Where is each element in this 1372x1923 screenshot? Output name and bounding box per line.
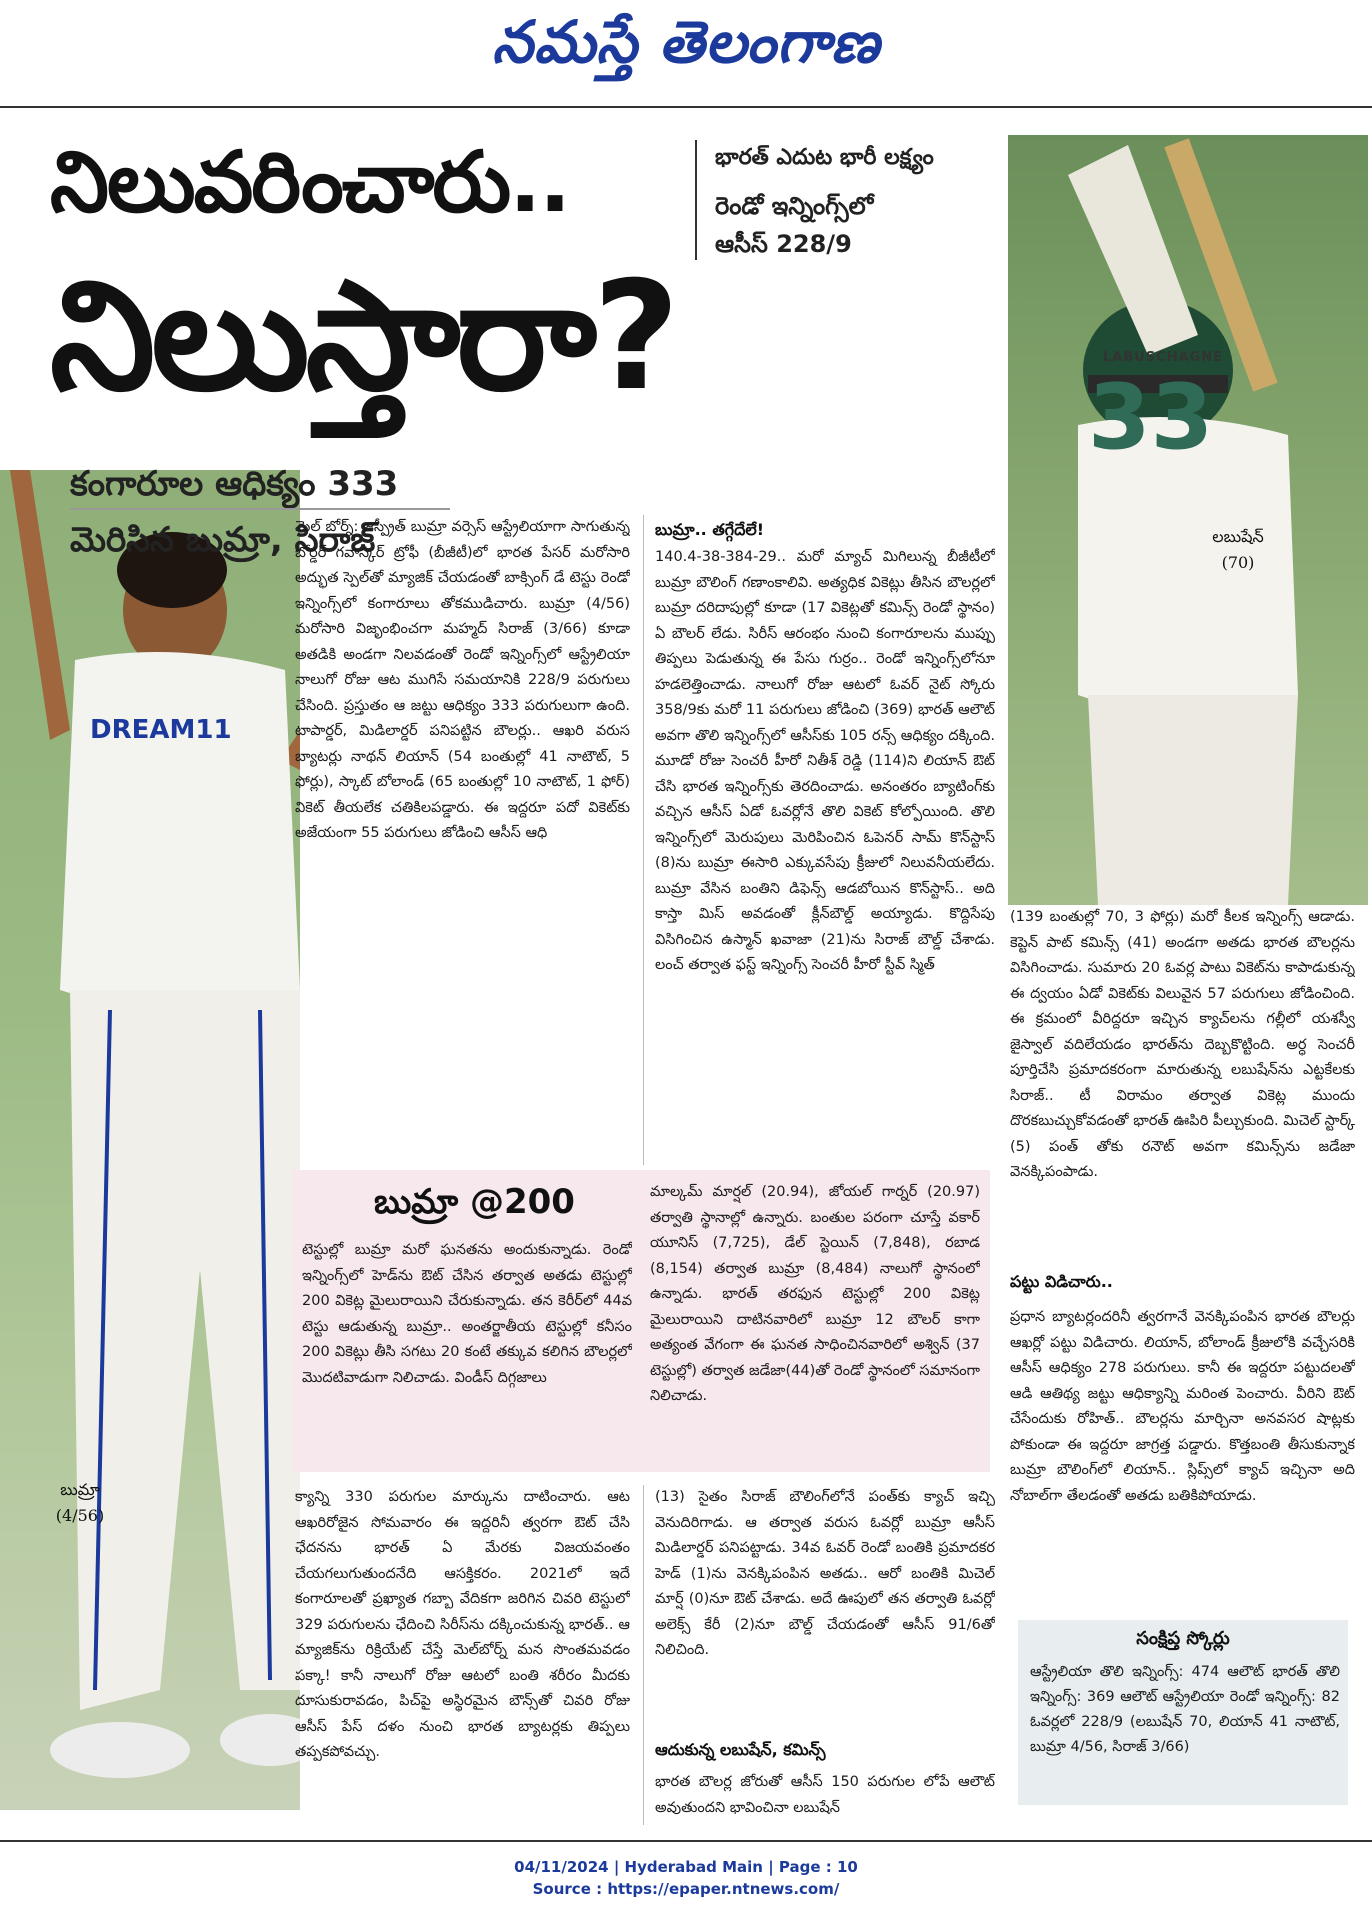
kicker-divider [695, 140, 697, 260]
column-divider [643, 1485, 644, 1825]
bumrah-shirt-text: DREAM11 [90, 715, 232, 745]
bumrah-photo [0, 470, 300, 1810]
kicker-line-2: రెండో ఇన్నింగ్స్‌లో [715, 192, 874, 220]
article-column-4-heading: పట్టు విడిచారు.. [1010, 1272, 1113, 1291]
headline-line-1: నిలువరించారు.. [50, 133, 570, 231]
headline-line-2: నిలుస్తారా? [50, 250, 676, 424]
labuschagne-jersey-number: 33 [1088, 365, 1214, 470]
subhead-lead: కంగారూల ఆధిక్యం 333 [70, 464, 399, 504]
masthead-title: నమస్తే తెలంగాణ [492, 8, 880, 76]
footer-source-link[interactable]: Source : https://epaper.ntnews.com/ [532, 1880, 840, 1898]
masthead-divider [0, 106, 1372, 108]
masthead [0, 0, 1372, 100]
article-column-7: భారత బౌలర్ల జోరుతో ఆసీస్ 150 పరుగుల లోపే ఆలౌట్ అవుతుందని భావించినా లబుషేన్ [655, 1774, 995, 1816]
bumrah-caption-name: బుమ్రా [60, 1480, 100, 1499]
brief-scores-text: ఆస్ట్రేలియా తొలి ఇన్నింగ్స్: 474 ఆలౌట్ భారత్ తొలి ఇన్నింగ్స్: 369 ఆలౌట్ ఆస్ట్రేలియా రెండో ఇన్నింగ్స్: 82 ఓవర్లలో 228/9 (లబుషేన్ 70, లియాన్ 41 నాటౌట్, బుమ్రా 4/56, సిరాజ్ 3/66) [1030, 1664, 1340, 1755]
labuschagne-caption-name: లబుషేన్ [1212, 527, 1264, 546]
article-column-3: (139 బంతుల్లో 70, 3 ఫోర్లు) మరో కీలక ఇన్నింగ్స్ ఆడాడు. కెప్టెన్ పాట్ కమిన్స్ (41) అండగా అతడు భారత బౌలర్లను విసిగించాడు. సుమారు 20 ఓవర్ల పాటు వికెట్‌ను కాపాడుకున్న ఈ ద్వయం ఏడో వికెట్‌కు విలువైన 57 పరుగులు జోడించింది. ఈ క్రమంలో వీరిద్దరూ ఇచ్చిన క్యాచ్‌లను గల్లీలో యశస్వీ జైస్వాల్ వదిలేయడం భారత్‌ను దెబ్బకొట్టింది. అర్ధ సెంచరీ పూర్తిచేసి ప్రమాదకరంగా మారుతున్న లబుషేన్‌ను ఎట్టకేలకు సిరాజ్.. టీ విరామం తర్వాత వికెట్ల ముందు దొరకబుచ్చుకోవడంతో భారత్ ఊపిరి పీల్చుకుంది. మిచెల్ స్టార్క్ (5) పంత్ తోకు రనౌట్ అవగా కమిన్స్‌ను జడేజా వెనక్కిపంపాడు. [1010, 909, 1355, 1180]
article-column-4: ప్రధాన బ్యాటర్లందరినీ త్వరగానే వెనక్కిపంపిన భారత బౌలర్లు ఆఖర్లో పట్టు విడిచారు. లియాన్, బోలాండ్ క్రీజులోకి వచ్చేసరికి ఆసీస్ ఆధిక్యం 278 పరుగులు. కానీ ఈ ఇద్దరూ పట్టుదలతో ఆడి ఆతిథ్య జట్టు ఆధిక్యాన్ని మరింత పెంచారు. వీరిని ఔట్ చేసేందుకు రోహిత్.. బౌలర్లను మార్చినా అనవసర షాట్లకు పోకుండా ఈ ఇద్దరూ జాగ్రత్త పడ్డారు. కొత్తబంతి తీసుకున్నాక బుమ్రా బౌలింగ్‌లో లియాన్.. స్లిప్స్‌లో క్యాచ్ ఇచ్చినా అది నోబాల్‌గా తేలడంతో అతడు బతికిపోయాడు. [1010, 1309, 1355, 1504]
labuschagne-caption-figure: (70) [1221, 553, 1255, 572]
article-column-1: మెల్ బోర్న్: జస్ప్రీత్ బుమ్రా వర్సెస్ ఆస్ట్రేలియాగా సాగుతున్న బోర్డర్ గవాస్కర్ ట్రోఫీ (బీజీటీ)లో భారత పేసర్ మరోసారి అద్భుత స్పెల్‌తో మ్యాజిక్ చేయడంతో బాక్సింగ్ డే టెస్టు రెండో ఇన్నింగ్స్‌లో కంగారూలు తోకముడిచారు. బుమ్రా (4/56) మరోసారి విజృంభించగా మహ్మద్ సిరాజ్ (3/66) కూడా అతడికి అండగా నిలవడంతో రెండో ఇన్నింగ్స్‌లో ఆస్ట్రేలియా నాలుగో రోజు ఆట ముగిసే సమయానికి 228/9 పరుగులు చేసింది. ప్రస్తుతం ఆ జట్టు ఆధిక్యం 333 పరుగులుగా ఉంది. టాపార్డర్, మిడిలార్డర్ పనిపట్టిన బౌలర్లు.. ఆఖరి వరుస బ్యాటర్లు నాథన్ లియాన్ (54 బంతుల్లో 41 నాటౌట్, 5 ఫోర్లు), స్కాట్ బోలాండ్ (65 బంతుల్లో 10 నాటౌట్, 1 ఫోర్) వికెట్ తీయలేక చతికిలపడ్డారు. ఈ ఇద్దరూ పదో వికెట్‌కు అజేయంగా 55 పరుగులు జోడించి ఆసీస్ ఆధి [295, 519, 630, 841]
labuschagne-jersey-name: LABUSCHAGNE [1103, 350, 1224, 365]
bumrah-200-box [292, 1170, 990, 1472]
bumrah-200-column-1: టెస్టుల్లో బుమ్రా మరో ఘనతను అందుకున్నాడు. రెండో ఇన్నింగ్స్‌లో హెడ్‌ను ఔట్ చేసిన తర్వాత అతడు టెస్టుల్లో 200 వికెట్ల మైలురాయిని చేరుకున్నాడు. తన కెరీర్‌లో 44వ టెస్టు ఆడుతున్న బుమ్రా.. అంతర్జాతీయ టెస్టుల్లో కనీసం 200 వికెట్లు తీసి సగటు 20 కంటే తక్కువ కలిగిన బౌలర్లలో మొదటివాడుగా నిలిచాడు. విండీస్ దిగ్గజాలు [302, 1242, 632, 1386]
column-divider [643, 515, 644, 1165]
kicker-line-1: భారత్ ఎదుట భారీ లక్ష్యం [715, 145, 934, 170]
bumrah-figure [0, 470, 300, 1810]
brief-scores-title: సంక్షిప్త స్కోర్లు [1136, 1628, 1230, 1649]
kicker-line-3: ఆసీస్ 228/9 [715, 230, 852, 258]
article-column-2: 140.4-38-384-29.. మరో మ్యాచ్ మిగిలున్న బీజీటీలో బుమ్రా బౌలింగ్ గణాంకాలివి. అత్యధిక వికెట్లు తీసిన బౌలర్లలో బుమ్రా దరిదాపుల్లో కూడా (17 వికెట్లతో కమిన్స్ రెండో స్థానం) ఏ బౌలర్ లేడు. సిరీస్ ఆరంభం నుంచి కంగారూలను ముప్పు తిప్పలు పెడుతున్న ఈ పేసు గుర్రం.. రెండో ఇన్నింగ్స్‌లోనూ హడలెత్తించాడు. నాలుగో రోజు ఆటలో ఓవర్ నైట్ స్కోరు 358/9కు మరో 11 పరుగులు జోడించి (369) భారత్ ఆలౌట్ అవగా తొలి ఇన్నింగ్స్‌లో ఆసీస్‌కు 105 రన్స్ ఆధిక్యం దక్కింది. మూడో రోజు సెంచరీ హీరో నితీశ్ రెడ్డి (114)ని లియాన్ ఔట్ చేసి భారత ఇన్నింగ్స్‌కు తెరదించాడు. అనంతరం బ్యాటింగ్‌కు వచ్చిన ఆసీస్ ఏడో ఓవర్లోనే తొలి వికెట్ కోల్పోయింది. తొలి ఇన్నింగ్స్‌లో మెరుపులు మెరిపించిన ఓపెనర్ సామ్ కొన్‌స్టాస్ (8)ను బుమ్రా ఈసారి ఎక్కువసేపు క్రీజులో నిలువనీయలేదు. బుమ్రా వేసిన బంతిని డిఫెన్స్ ఆడబోయిన కొన్‌స్టాస్.. అది కాస్తా మిస్ అవడంతో క్లీన్‌బౌల్డ్ అయ్యాడు. కొద్దిసేపు విసిగించిన ఉస్మాన్ ఖవాజా (21)ను సిరాజ్ బౌల్డ్ చేశాడు. లంచ్ తర్వాత ఫస్ట్ ఇన్నింగ్స్ సెంచరీ హీరో స్టీవ్ స్మిత్ [655, 549, 995, 973]
article-column-6: (13) సైతం సిరాజ్ బౌలింగ్‌లోనే పంత్‌కు క్యాచ్ ఇచ్చి వెనుదిరిగాడు. ఆ తర్వాత వరుస ఓవర్లో బుమ్రా ఆసీస్ మిడిలార్డర్ పనిపట్టాడు. 34వ ఓవర్ రెండో బంతికి ప్రమాదకర హెడ్ (1)ను వెనక్కిపంపిన అతడు.. ఆరో బంతికి మిచెల్ మార్ష్ (0)నూ ఔట్ చేశాడు. అదే ఊపులో తన తర్వాతి ఓవర్లో అలెక్స్ కేరీ (2)నూ బౌల్డ్ చేయడంతో ఆసీస్ 91/6తో నిలిచింది. [655, 1489, 995, 1658]
labuschagne-photo [1008, 135, 1368, 905]
bumrah-200-title: బుమ్రా @200 [374, 1182, 575, 1222]
article-column-7-heading: ఆదుకున్న లబుషేన్, కమిన్స్ [655, 1740, 826, 1759]
article-column-2-heading: బుమ్రా.. తగ్గేదేలే! [655, 520, 765, 539]
subhead-divider [70, 508, 450, 510]
article-column-5: క్యాన్ని 330 పరుగుల మార్కును దాటించారు. ఆట ఆఖరిరోజైన సోమవారం ఈ ఇద్దరినీ త్వరగా ఔట్ చేసి ఛేదనను భారత్ ఏ మేరకు విజయవంతం చేయగలుగుతుందనేది ఆసక్తికరం. 2021లో ఇదే కంగారూలతో ప్రఖ్యాత గబ్బా వేదికగా జరిగిన చివరి టెస్టులో 329 పరుగులను ఛేదించి సిరీస్‌ను దక్కించుకున్న భారత్.. ఆ మ్యాజిక్‌ను రిక్రియేట్ చేస్తే మెల్‌బోర్న్ మన సొంతమవడం పక్కా! కానీ నాలుగో రోజు ఆటలో బంతి శరీరం మీదకు దూసుకురావడం, పిచ్‌పై అస్థిరమైన బౌన్స్‌తో చివరి రోజు ఆసీస్ పేస్ దళం నుంచి భారత బ్యాటర్లకు తిప్పలు తప్పకపోవచ్చు. [295, 1489, 630, 1760]
brief-scores-box [1018, 1620, 1348, 1805]
footer-edition-info: 04/11/2024 | Hyderabad Main | Page : 10 [514, 1858, 858, 1876]
bumrah-caption-figure: (4/56) [55, 1506, 105, 1525]
footer-divider [0, 1840, 1372, 1842]
subhead-second: మెరిసిన బుమ్రా, సిరాజ్ [70, 520, 376, 560]
labuschagne-figure [1008, 135, 1368, 905]
bumrah-200-column-2: మాల్కమ్ మార్షల్ (20.94), జోయల్ గార్నర్ (20.97) తర్వాతి స్థానాల్లో ఉన్నారు. బంతుల పరంగా చూస్తే వకార్ యూనిస్ (7,725), డేల్ స్టెయిన్ (7,848), రబాడ (8,154) తర్వాత బుమ్రా (8,484) నాలుగో స్థానంలో ఉన్నాడు. భారత్ తరఫున టెస్టుల్లో 200 వికెట్ల మైలురాయిని దాటినవారిలో బుమ్రా 12 బౌలర్ కాగా అత్యంత వేగంగా ఈ ఘనత సాధించినవారిలో అశ్విన్ (37 టెస్టుల్లో) తర్వాత జడేజా(44)తో రెండో స్థానంలో సమానంగా నిలిచాడు. [650, 1184, 980, 1404]
